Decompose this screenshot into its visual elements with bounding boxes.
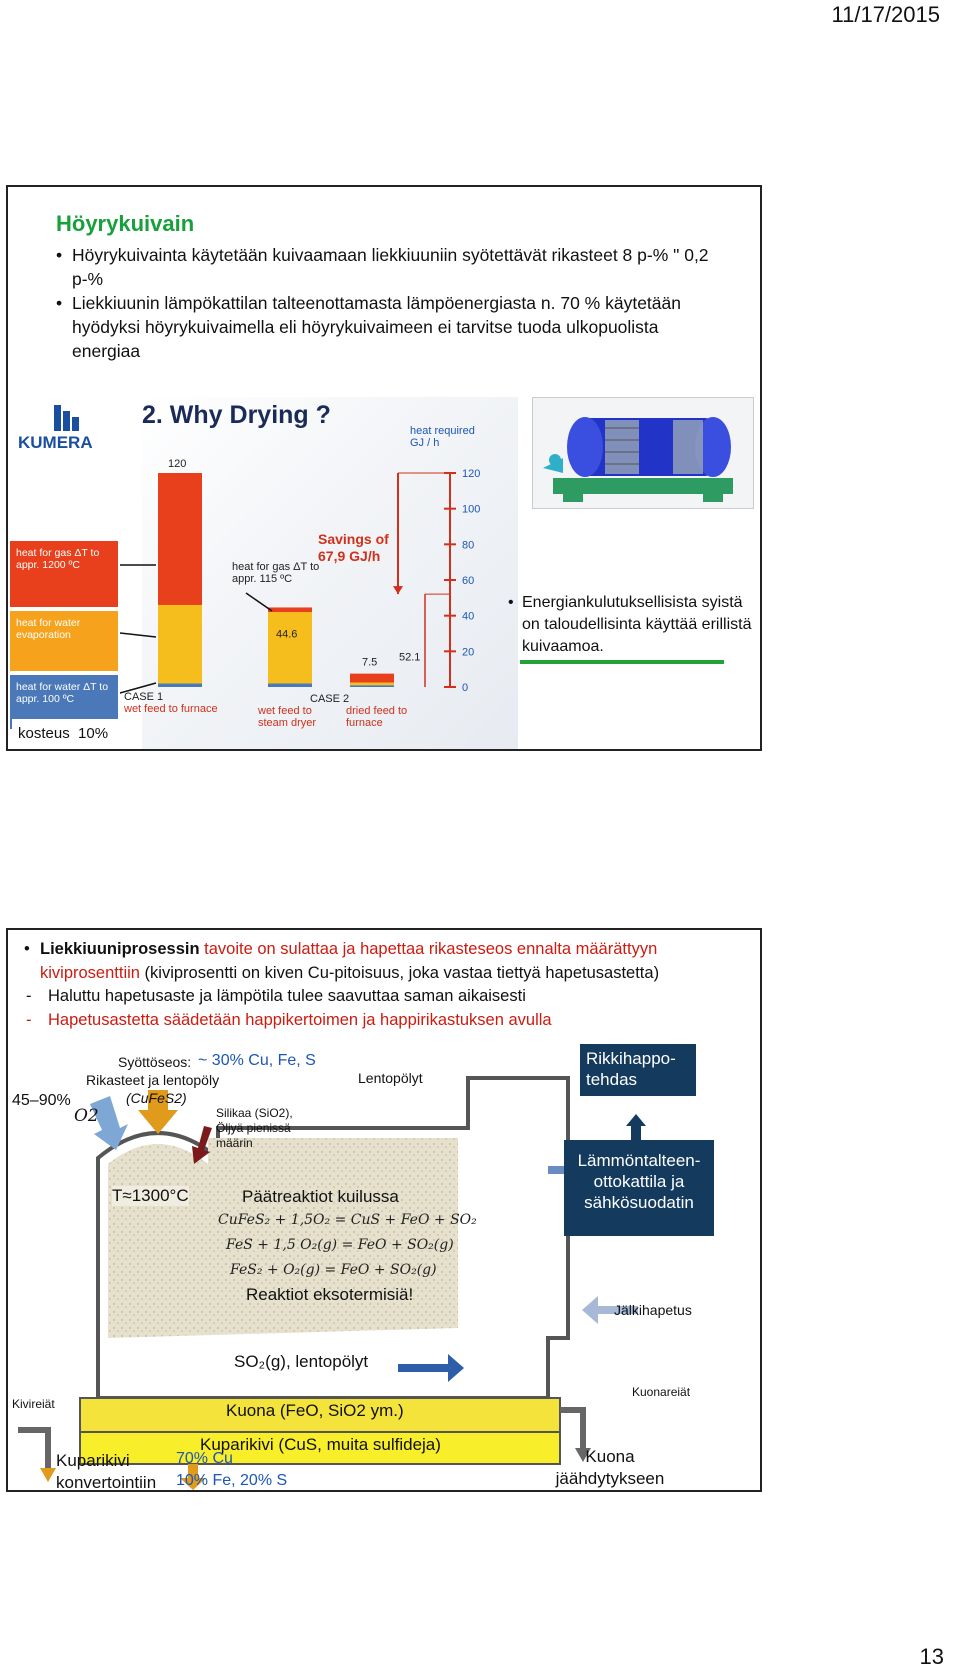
bar-value-case2b: 7.5: [362, 656, 378, 669]
bar-segment-water_100: [268, 683, 312, 687]
moisture-label: [12, 719, 118, 749]
feed-composition: ~ 30% Cu, Fe, S: [198, 1052, 316, 1069]
case2b-sub: dried feed to furnace: [346, 705, 408, 729]
matte-conversion-label: Kuparikivi konvertointiin: [56, 1451, 157, 1492]
y-tick-label: 20: [462, 646, 475, 659]
y-tick-label: 80: [462, 539, 475, 552]
bar-annotation: heat for gas ΔT to appr. 115 ºC: [232, 561, 320, 585]
bar-segment-gas_1200: [350, 674, 394, 683]
moisture-value: 10%: [78, 725, 109, 742]
bullet-rest: (kiviprosentti on kiven Cu-pitoisuus, joka vastaa tiettyä hapetusastetta): [139, 963, 660, 982]
bullet-list: [24, 938, 754, 1032]
acid-plant-box: Rikkihappo-tehdas: [580, 1044, 696, 1096]
slide-title: Höyrykuivain: [56, 211, 195, 236]
bullet-list: [56, 243, 716, 363]
legend-evaporation: heat for water evaporation: [10, 611, 118, 671]
side-note: [508, 592, 758, 658]
exothermic-note: Reaktiot eksotermisiä!: [246, 1285, 414, 1304]
chart-title: 2. Why Drying ?: [142, 401, 331, 429]
matte-tap-label: Kivireiät: [12, 1397, 55, 1411]
steam-dryer-drawing: [533, 398, 753, 508]
matte-layer-label: Kuparikivi (CuS, muita sulfideja): [200, 1435, 441, 1454]
green-underline: [520, 660, 724, 664]
bar-segment-gas_1200: [268, 607, 312, 612]
so2-dust-label: SO₂(g), lentopölyt: [234, 1352, 369, 1371]
dash-item: - Hapetusastetta säädetään happikertoimen ja happirikastuksen avulla: [24, 1009, 754, 1033]
bar-segment-evaporation: [350, 683, 394, 686]
drying-chart: [10, 397, 518, 749]
slide-steam-dryer: [6, 185, 762, 751]
case2-label: CASE 2: [310, 693, 350, 705]
axis-title: heat required GJ / h: [410, 425, 475, 449]
reactions-title: Päätreaktiot kuilussa: [242, 1187, 399, 1206]
concentrates-formula: (CuFeS2): [126, 1090, 187, 1106]
bar-segment-water_100: [350, 685, 394, 687]
reaction-3: FeS₂ + O₂(g) = FeO + SO₂(g): [230, 1262, 437, 1278]
slide-flash-furnace: [6, 928, 762, 1492]
temperature-label: T≈1300°C: [112, 1186, 189, 1205]
diff-value: 52.1: [399, 651, 421, 664]
savings-label: Savings of 67,9 GJ/h: [318, 531, 389, 564]
matte-fe-s-content: 10% Fe, 20% S: [176, 1472, 288, 1489]
slide-date: 11/17/2015: [831, 2, 940, 27]
slag-cooling-label: Kuona jäähdytykseen: [555, 1447, 665, 1488]
post-oxidation-label: Jälkihapetus: [614, 1302, 692, 1318]
case2a-sub: wet feed to steam dryer: [258, 705, 317, 729]
matte-cu-content: 70% Cu: [176, 1450, 233, 1467]
slag-tap-label: Kuonareiät: [632, 1385, 691, 1399]
legend-water-heat: heat for water ΔT to appr. 100 ºC: [10, 675, 118, 729]
concentrates-label: Rikasteet ja lentopöly: [86, 1072, 220, 1088]
slag-layer-label: Kuona (FeO, SiO2 ym.): [226, 1401, 404, 1420]
oxygen-percentage: 45–90%: [12, 1092, 71, 1109]
dash-item: - Haluttu hapetusaste ja lämpötila tulee saavuttaa saman aikaisesti: [24, 985, 754, 1009]
bullet-item: • Höyrykuivainta käytetään kuivaamaan liekkiuuniin syötettävät rikasteet 8 p-% " 0,2 p-%: [56, 243, 716, 291]
flue-dust-label: Lentopölyt: [358, 1070, 423, 1086]
reaction-1: CuFeS₂ + 1,5O₂ = CuS + FeO + SO₂: [218, 1212, 477, 1228]
case1-sub: wet feed to furnace: [124, 703, 218, 715]
y-tick-label: 0: [462, 682, 469, 694]
bullet-red: tavoite on sulattaa ja hapettaa rikasteseos ennalta määrättyyn kiviprosenttiin: [40, 940, 658, 982]
annotation-pointer: [246, 593, 272, 611]
moisture-text: kosteus: [18, 725, 70, 742]
bullet-item: [24, 938, 754, 985]
silica-label: Silikaa (SiO2), Öljyä pienissä määrin: [216, 1106, 293, 1150]
bar-segment-evaporation: [268, 612, 312, 683]
savings-arrowhead: [393, 586, 403, 594]
feed-label: Syöttöseos:: [118, 1054, 192, 1070]
bar-segment-evaporation: [158, 605, 202, 683]
bullet-item: • Liekkiuunin lämpökattilan talteenottamasta lämpöenergiasta n. 70 % käytetään hyödyksi höyrykuivaimella eli höyrykuivaimeen ei tarvitse tuoda ulkopuolista energiaa: [56, 291, 716, 363]
heat-recovery-box: Lämmöntalteen-ottokattila ja sähkösuodatin: [564, 1140, 714, 1236]
bar-value-case2a: 44.6: [276, 628, 298, 641]
bar-value-case1: 120: [168, 458, 187, 470]
svg-text:KUMERA: KUMERA: [18, 433, 93, 452]
y-tick-label: 40: [462, 610, 475, 623]
y-tick-label: 120: [462, 468, 481, 480]
y-tick-label: 60: [462, 575, 475, 587]
legend-pointer: [120, 633, 156, 637]
side-note-text: • Energiankulutuksellisista syistä on taloudellisinta käyttää erillistä kuivaamoa.: [508, 592, 758, 658]
bar-segment-water_100: [158, 683, 202, 687]
oxygen-label: O2: [74, 1106, 99, 1126]
y-tick-label: 100: [462, 503, 481, 516]
reaction-2: FeS + 1,5 O₂(g) = FeO + SO₂(g): [226, 1237, 454, 1253]
page-number: 13: [919, 1644, 944, 1669]
steam-dryer-illustration: [532, 397, 754, 509]
bullet-bold: Liekkiuuniprosessin: [40, 940, 200, 958]
legend-gas-heat: heat for gas ΔT to appr. 1200 ºC: [10, 541, 118, 607]
case1-label: CASE 1: [124, 691, 164, 703]
bar-segment-gas_1200: [158, 473, 202, 605]
